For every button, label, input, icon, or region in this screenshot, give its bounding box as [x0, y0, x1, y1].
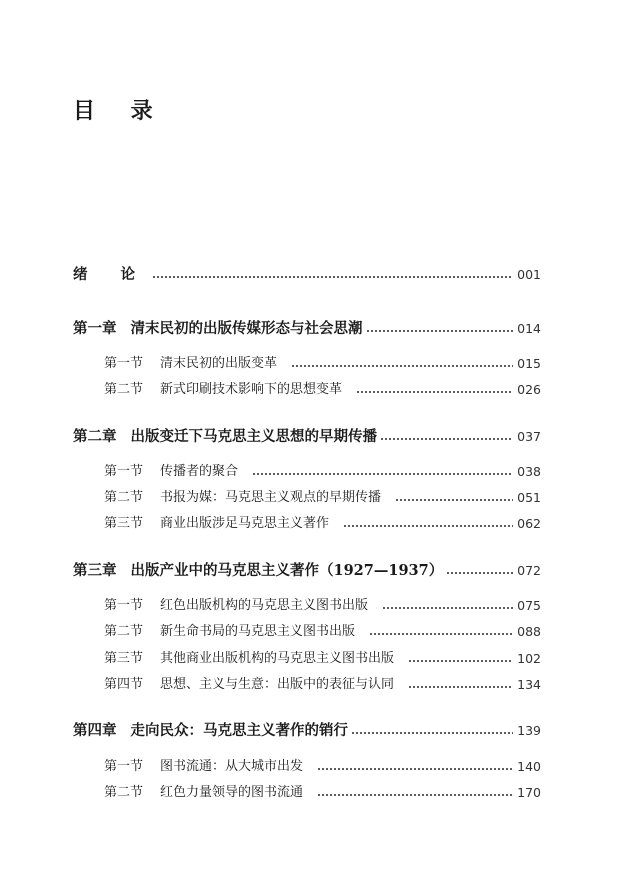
toc-page-number: 075 — [517, 598, 541, 613]
toc-page-number: 014 — [517, 321, 541, 336]
toc-chapter-1[interactable] — [73, 318, 541, 340]
toc-section-title: 红色出版机构的马克思主义图书出版 — [160, 598, 369, 613]
toc-chapter-3[interactable] — [73, 560, 541, 582]
toc-section-title: 其他商业出版机构的马克思主义图书出版 — [160, 651, 395, 666]
toc-page-number: 062 — [517, 516, 541, 531]
dotted-leader — [356, 391, 513, 393]
toc-section-2-3[interactable] — [104, 513, 541, 535]
page-title: 目 录 — [73, 98, 167, 124]
toc-section-1-1[interactable] — [104, 353, 541, 375]
toc-section-label: 第三节 — [104, 516, 144, 531]
toc-section-title: 新式印刷技术影响下的思想变革 — [160, 382, 343, 397]
dotted-leader — [380, 438, 513, 440]
toc-page-number: 038 — [517, 464, 541, 479]
toc-chapter-label: 第三章 — [73, 562, 117, 579]
toc-section-label: 第一节 — [104, 598, 144, 613]
dotted-leader — [152, 276, 513, 278]
toc-chapter-title: 走向民众：马克思主义著作的销行 — [130, 722, 348, 739]
toc-section-label: 第一节 — [104, 356, 144, 371]
toc-section-3-1[interactable] — [104, 595, 541, 617]
toc-section-4-2[interactable] — [104, 782, 541, 804]
toc-section-4-1[interactable] — [104, 756, 541, 778]
toc-page-number: 140 — [517, 759, 541, 774]
dotted-leader — [291, 365, 513, 367]
toc-section-label: 第二节 — [104, 624, 144, 639]
toc-page-number: 088 — [517, 624, 541, 639]
toc-section-label: 第一节 — [104, 759, 144, 774]
dotted-leader — [408, 686, 513, 688]
toc-section-1-2[interactable] — [104, 379, 541, 401]
toc-chapter-label: 第二章 — [73, 428, 117, 445]
toc-section-title: 思想、主义与生意：出版中的表征与认同 — [160, 677, 395, 692]
toc-entry-label: 绪 论 — [73, 266, 150, 283]
toc-section-title: 书报为媒：马克思主义观点的早期传播 — [160, 490, 382, 505]
toc-chapter-4[interactable] — [73, 720, 541, 742]
toc-section-title: 清末民初的出版变革 — [160, 356, 278, 371]
dotted-leader — [252, 473, 513, 475]
toc-chapter-label: 第四章 — [73, 722, 117, 739]
dotted-leader — [369, 633, 513, 635]
toc-section-3-3[interactable] — [104, 648, 541, 670]
toc-section-title: 传播者的聚合 — [160, 464, 239, 479]
toc-section-label: 第二节 — [104, 382, 144, 397]
dotted-leader — [395, 499, 513, 501]
toc-section-label: 第二节 — [104, 490, 144, 505]
toc-section-2-2[interactable] — [104, 487, 541, 509]
toc-chapter-2[interactable] — [73, 426, 541, 448]
toc-page-number: 102 — [517, 651, 541, 666]
toc-section-2-1[interactable] — [104, 461, 541, 483]
toc-page-number: 072 — [517, 563, 541, 578]
toc-page-number: 139 — [517, 723, 541, 738]
toc-page-number: 001 — [517, 267, 541, 282]
dotted-leader — [351, 732, 513, 734]
dotted-leader — [382, 607, 513, 609]
dotted-leader — [317, 768, 513, 770]
dotted-leader — [366, 330, 514, 332]
toc-entry-intro[interactable] — [73, 264, 541, 286]
toc-section-label: 第一节 — [104, 464, 144, 479]
toc-chapter-label: 第一章 — [73, 320, 117, 337]
toc-section-3-4[interactable] — [104, 674, 541, 696]
toc-section-title: 红色力量领导的图书流通 — [160, 785, 304, 800]
toc-page-number: 134 — [517, 677, 541, 692]
toc-chapter-title: 清末民初的出版传媒形态与社会思潮 — [130, 320, 363, 337]
toc-chapter-title: 出版产业中的马克思主义著作（1927—1937） — [130, 562, 444, 579]
toc-section-title: 图书流通：从大城市出发 — [160, 759, 304, 774]
dotted-leader — [408, 660, 513, 662]
toc-chapter-title: 出版变迁下马克思主义思想的早期传播 — [130, 428, 377, 445]
dotted-leader — [446, 572, 513, 574]
toc-page-number: 170 — [517, 785, 541, 800]
toc-page-number: 015 — [517, 356, 541, 371]
toc-section-title: 商业出版涉足马克思主义著作 — [160, 516, 330, 531]
toc-section-title: 新生命书局的马克思主义图书出版 — [160, 624, 356, 639]
toc-section-3-2[interactable] — [104, 621, 541, 643]
toc-page-number: 026 — [517, 382, 541, 397]
toc-section-label: 第二节 — [104, 785, 144, 800]
toc-section-label: 第四节 — [104, 677, 144, 692]
dotted-leader — [317, 794, 513, 796]
dotted-leader — [343, 525, 513, 527]
toc-section-label: 第三节 — [104, 651, 144, 666]
toc-page-number: 051 — [517, 490, 541, 505]
toc-page-number: 037 — [517, 429, 541, 444]
